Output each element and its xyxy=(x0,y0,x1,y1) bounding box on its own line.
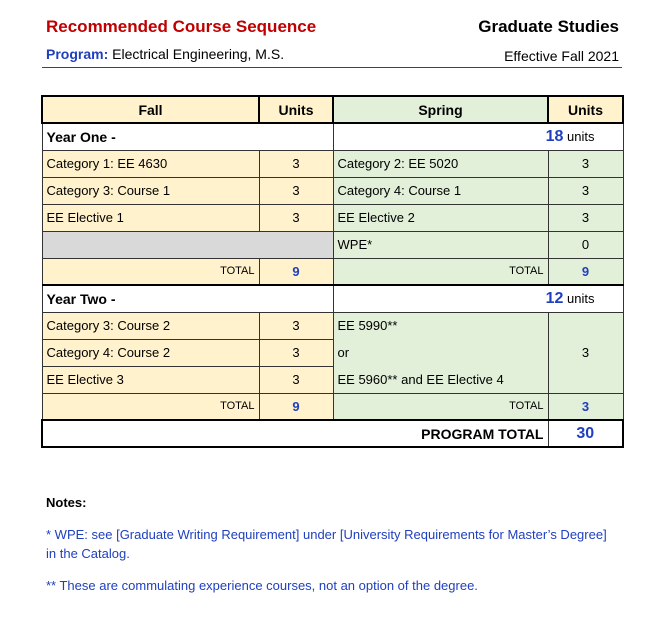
page-title: Recommended Course Sequence xyxy=(46,17,317,36)
table-row xyxy=(42,204,623,231)
empty-fall-cell xyxy=(42,231,333,258)
spring-total-label: TOTAL xyxy=(333,258,548,285)
fall-total-value: 9 xyxy=(259,258,333,285)
fall-course: Category 3: Course 1 xyxy=(42,177,259,204)
spring-total-label: TOTAL xyxy=(333,393,548,420)
fall-units: 3 xyxy=(259,312,333,339)
fall-units: 3 xyxy=(259,339,333,366)
year-one-total-row xyxy=(42,258,623,285)
header-divider xyxy=(42,67,622,68)
year-two-label: Year Two - xyxy=(42,285,333,312)
program-total-row xyxy=(42,420,623,447)
spring-course: WPE* xyxy=(333,231,548,258)
spring-units: 3 xyxy=(548,150,623,177)
year-one-row xyxy=(42,123,623,150)
program-total-value: 30 xyxy=(548,420,623,447)
year-two-units-value: 12 xyxy=(545,289,564,307)
year-one-units-value: 18 xyxy=(545,127,564,145)
spring-units: 3 xyxy=(548,177,623,204)
spring-course: EE 5960** and EE Elective 4 xyxy=(333,366,548,393)
year-two-units xyxy=(333,285,623,312)
note-culminating: ** These are commulating experience courses, not an option of the degree. xyxy=(46,578,478,593)
spring-course: EE Elective 2 xyxy=(333,204,548,231)
spring-course: Category 2: EE 5020 xyxy=(333,150,548,177)
year-two-total-row xyxy=(42,393,623,420)
year-one-units xyxy=(333,123,623,150)
notes-heading: Notes: xyxy=(46,495,87,510)
fall-total-value: 9 xyxy=(259,393,333,420)
table-row xyxy=(42,231,623,258)
spring-total-value: 3 xyxy=(548,393,623,420)
spring-course: or xyxy=(333,339,548,366)
note-wpe: * WPE: see [Graduate Writing Requirement] under [University Requirements for Master’s Degree] in the Catalog. xyxy=(46,527,607,561)
table-header-row xyxy=(42,96,623,123)
fall-course: EE Elective 3 xyxy=(42,366,259,393)
fall-units: 3 xyxy=(259,204,333,231)
spring-total-value: 9 xyxy=(548,258,623,285)
year-one-label: Year One - xyxy=(42,123,333,150)
program-total-label: PROGRAM TOTAL xyxy=(42,420,548,447)
year-one-units-word: units xyxy=(567,128,595,144)
table-row xyxy=(42,177,623,204)
spring-course: EE 5990** xyxy=(333,312,548,339)
header-fall: Fall xyxy=(42,96,259,123)
header-units-spring: Units xyxy=(548,96,623,123)
fall-course: Category 4: Course 2 xyxy=(42,339,259,366)
fall-units: 3 xyxy=(259,366,333,393)
spring-units: 0 xyxy=(548,231,623,258)
fall-course: Category 1: EE 4630 xyxy=(42,150,259,177)
header-units-fall: Units xyxy=(259,96,333,123)
table-row xyxy=(42,366,623,393)
fall-course: Category 3: Course 2 xyxy=(42,312,259,339)
year-two-units-word: units xyxy=(567,290,595,306)
department-label: Graduate Studies xyxy=(478,17,619,36)
fall-total-label: TOTAL xyxy=(42,393,259,420)
year-two-row xyxy=(42,285,623,312)
table-row xyxy=(42,312,623,339)
spring-units: 3 xyxy=(548,204,623,231)
table-row xyxy=(42,150,623,177)
fall-course: EE Elective 1 xyxy=(42,204,259,231)
header-spring: Spring xyxy=(333,96,548,123)
fall-units: 3 xyxy=(259,177,333,204)
fall-units: 3 xyxy=(259,150,333,177)
table-row xyxy=(42,339,623,366)
program-name: Electrical Engineering, M.S. xyxy=(112,46,285,62)
spring-units: 3 xyxy=(548,312,623,393)
course-sequence-table xyxy=(41,95,624,448)
effective-date: Effective Fall 2021 xyxy=(504,48,619,64)
program-line xyxy=(46,46,284,62)
fall-total-label: TOTAL xyxy=(42,258,259,285)
program-label: Program: xyxy=(46,46,109,62)
spring-course: Category 4: Course 1 xyxy=(333,177,548,204)
